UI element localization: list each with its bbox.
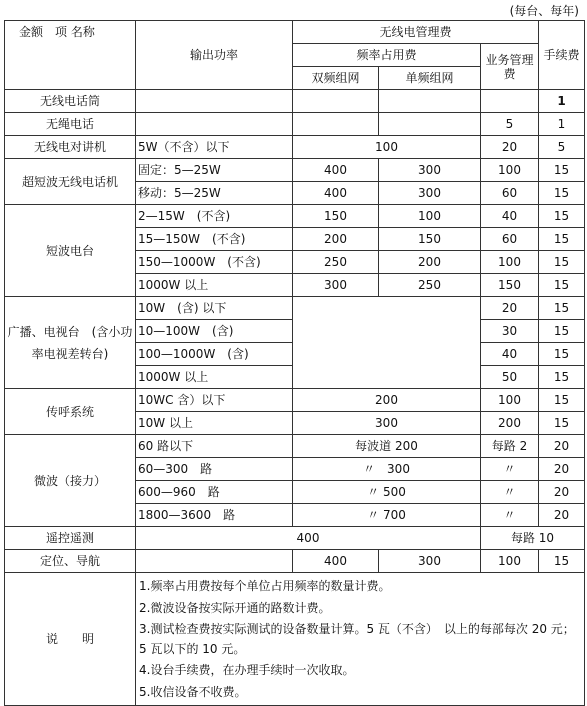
cell: 〃 500 bbox=[293, 481, 481, 504]
table-row bbox=[5, 90, 585, 113]
notes-label: 说 明 bbox=[5, 573, 136, 706]
cell: 300 bbox=[379, 159, 481, 182]
cell: 〃 700 bbox=[293, 504, 481, 527]
cell: 15 bbox=[539, 228, 585, 251]
cell: 每路 2 bbox=[481, 435, 539, 458]
unit-note: (每台、每年) bbox=[509, 4, 579, 18]
header-item-name: 金额 项 名称 bbox=[5, 21, 136, 90]
cell: 400 bbox=[293, 550, 379, 573]
row-name: 超短波无线电话机 bbox=[5, 159, 136, 205]
row-name: 微波（接力） bbox=[5, 435, 136, 527]
cell: 50 bbox=[481, 366, 539, 389]
cell bbox=[293, 113, 379, 136]
row-name: 传呼系统 bbox=[5, 389, 136, 435]
cell: 15 bbox=[539, 251, 585, 274]
row-name: 无线电话筒 bbox=[5, 90, 136, 113]
cell: 5 bbox=[481, 113, 539, 136]
cell: 300 bbox=[379, 550, 481, 573]
cell: 60 路以下 bbox=[136, 435, 293, 458]
cell: 20 bbox=[539, 481, 585, 504]
note-item: 1.频率占用费按每个单位占用频率的数量计费。 bbox=[139, 579, 391, 593]
note-item: 5.收信设备不收费。 bbox=[139, 685, 247, 699]
cell: 300 bbox=[293, 412, 481, 435]
cell: 15 bbox=[539, 366, 585, 389]
cell: 5W（不含）以下 bbox=[136, 136, 293, 159]
cell: 15 bbox=[539, 297, 585, 320]
cell: 15 bbox=[539, 205, 585, 228]
table-row bbox=[5, 159, 585, 182]
table-row bbox=[5, 205, 585, 228]
cell: 每路 10 bbox=[481, 527, 585, 550]
cell: 10W 以上 bbox=[136, 412, 293, 435]
cell: 1800—3600 路 bbox=[136, 504, 293, 527]
cell bbox=[379, 90, 481, 113]
cell: 10W (含) 以下 bbox=[136, 297, 293, 320]
cell: 300 bbox=[293, 274, 379, 297]
cell: 60—300 路 bbox=[136, 458, 293, 481]
cell: 30 bbox=[481, 320, 539, 343]
cell: 100—1000W (含) bbox=[136, 343, 293, 366]
table-row bbox=[5, 389, 585, 412]
cell: 200 bbox=[379, 251, 481, 274]
cell: 10WC 含）以下 bbox=[136, 389, 293, 412]
cell: 600—960 路 bbox=[136, 481, 293, 504]
table-row bbox=[5, 113, 585, 136]
table-row bbox=[5, 550, 585, 573]
cell: 10—100W (含) bbox=[136, 320, 293, 343]
header-output-power: 输出功率 bbox=[136, 21, 293, 90]
cell: 100 bbox=[293, 136, 481, 159]
cell: 15 bbox=[539, 274, 585, 297]
cell bbox=[136, 90, 293, 113]
cell: 15 bbox=[539, 182, 585, 205]
cell: 15 bbox=[539, 343, 585, 366]
header-single-freq: 单频组网 bbox=[379, 67, 481, 90]
cell bbox=[293, 90, 379, 113]
cell: 20 bbox=[481, 136, 539, 159]
cell: 移动：5—25W bbox=[136, 182, 293, 205]
cell: 250 bbox=[293, 251, 379, 274]
cell bbox=[293, 297, 481, 389]
cell: 1 bbox=[539, 113, 585, 136]
row-name: 广播、电视台 (含小功率电视差转台) bbox=[5, 297, 136, 389]
cell: 200 bbox=[293, 228, 379, 251]
header-freq-fee: 频率占用费 bbox=[293, 44, 481, 67]
cell: 固定：5—25W bbox=[136, 159, 293, 182]
cell: 15 bbox=[539, 412, 585, 435]
table-row bbox=[5, 136, 585, 159]
cell: 400 bbox=[293, 159, 379, 182]
cell: 150 bbox=[379, 228, 481, 251]
row-name: 定位、导航 bbox=[5, 550, 136, 573]
cell: 250 bbox=[379, 274, 481, 297]
row-name: 遥控遥测 bbox=[5, 527, 136, 550]
cell: 400 bbox=[293, 182, 379, 205]
header-handling-fee: 手续费 bbox=[539, 21, 585, 90]
cell: 〃 bbox=[481, 458, 539, 481]
cell: 150 bbox=[293, 205, 379, 228]
cell: 5 bbox=[539, 136, 585, 159]
cell: 60 bbox=[481, 182, 539, 205]
note-item: 4.设台手续费，在办理手续时一次收取。 bbox=[139, 663, 355, 677]
cell: 每波道 200 bbox=[293, 435, 481, 458]
cell bbox=[136, 550, 293, 573]
row-name: 短波电台 bbox=[5, 205, 136, 297]
cell: 100 bbox=[481, 389, 539, 412]
cell: 1000W 以上 bbox=[136, 274, 293, 297]
cell: 20 bbox=[539, 504, 585, 527]
cell: 400 bbox=[136, 527, 481, 550]
cell: 20 bbox=[481, 297, 539, 320]
cell: 2—15W (不含) bbox=[136, 205, 293, 228]
cell: 300 bbox=[379, 182, 481, 205]
cell bbox=[481, 90, 539, 113]
cell: 〃 300 bbox=[293, 458, 481, 481]
table-row bbox=[5, 297, 585, 320]
cell: 150 bbox=[481, 274, 539, 297]
cell: 〃 bbox=[481, 504, 539, 527]
cell: 100 bbox=[481, 251, 539, 274]
cell bbox=[379, 113, 481, 136]
cell: 20 bbox=[539, 458, 585, 481]
note-item: 2.微波设备按实际开通的路数计费。 bbox=[139, 601, 331, 615]
cell: 15 bbox=[539, 320, 585, 343]
table-row bbox=[5, 435, 585, 458]
cell: 15 bbox=[539, 159, 585, 182]
table-row bbox=[5, 527, 585, 550]
cell: 20 bbox=[539, 435, 585, 458]
cell: 15 bbox=[539, 389, 585, 412]
fee-table bbox=[4, 20, 585, 706]
cell: 〃 bbox=[481, 481, 539, 504]
cell: 150—1000W (不含) bbox=[136, 251, 293, 274]
row-name: 无绳电话 bbox=[5, 113, 136, 136]
header-dual-freq: 双频组网 bbox=[293, 67, 379, 90]
cell: 100 bbox=[379, 205, 481, 228]
cell: 40 bbox=[481, 343, 539, 366]
notes-content bbox=[136, 573, 585, 706]
cell: 100 bbox=[481, 550, 539, 573]
cell: 40 bbox=[481, 205, 539, 228]
cell: 15 bbox=[539, 550, 585, 573]
notes-row bbox=[5, 573, 585, 706]
cell: 15—150W (不含) bbox=[136, 228, 293, 251]
row-name: 无线电对讲机 bbox=[5, 136, 136, 159]
cell: 200 bbox=[293, 389, 481, 412]
note-item: 3.测试检查费按实际测试的设备数量计算。5 瓦（不含） 以上的每部每次 20 元；5 瓦以下的 10 元。 bbox=[139, 622, 575, 656]
cell: 1 bbox=[539, 90, 585, 113]
cell: 60 bbox=[481, 228, 539, 251]
cell: 100 bbox=[481, 159, 539, 182]
cell bbox=[136, 113, 293, 136]
cell: 1000W 以上 bbox=[136, 366, 293, 389]
cell: 200 bbox=[481, 412, 539, 435]
header-business-mgmt: 业务管理费 bbox=[481, 44, 539, 90]
header-radio-mgmt-fee: 无线电管理费 bbox=[293, 21, 539, 44]
